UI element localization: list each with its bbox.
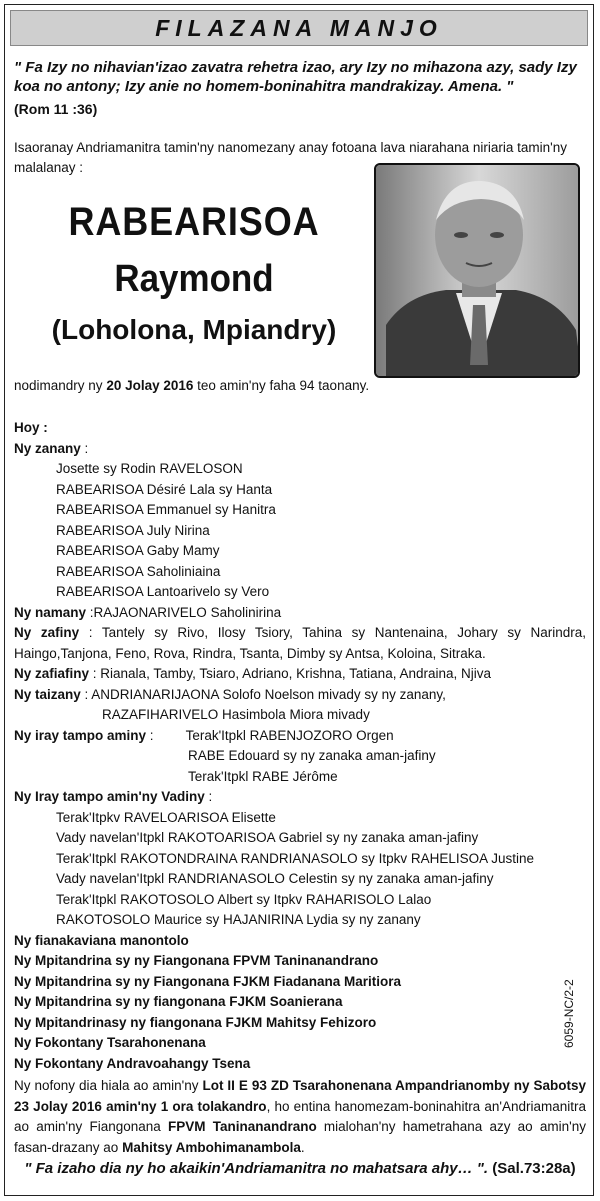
tampo-aminy-label: Ny iray tampo aminy — [14, 727, 147, 743]
zanany-item: RABEARISOA Désiré Lala sy Hanta — [56, 481, 273, 497]
deceased-title: (Loholona, Mpiandry) — [51, 314, 337, 345]
tampo-aminy-item: Terak'Itpkl RABENJOZORO Orgen — [185, 727, 394, 743]
others-item: Ny Mpitandrina sy ny fiangonana FJKM Soanierana — [14, 994, 343, 1009]
family-list: Hoy : Ny zanany : Josette sy Rodin RAVELOSON RABEARISOA Désiré Lala sy Hanta RABEARISOA Emmanuel sy Hanitra RABEARISOA July Nirina RABEARISOA Gaby Mamy RABEARISOA Saholiniaina RABEARISOA Lantoarivelo sy Vero Ny namany :RAJAONARIVELO Saholinirina Ny zafiny : Tantely sy Rivo, Ilosy Tsiory, Tahina sy Nantenaina, Johary sy Narindra, Haingo,Tanjona, Feno, Rova, Rindra, Tsanta, Dimby sy Antsa, Koloina, Sitraka. Ny zafiafiny : Rianala, Tamby, Tsiaro, Adriano, Krishna, Tatiana, Andraina, Njiva Ny taizany : ANDRIANARIJAONA Solofo Noelson mivady sy ny zanany, RAZAFIHARIVELO Hasimbola Miora mivady Ny iray tampo aminy : Terak'Itpkl RABENJOZORO Orgen RABE Edouard sy ny zanaka aman-jafiny Terak'Itpkl RABE Jérôme Ny Iray tampo amin'ny Vadiny : Terak'Itpkv RAVELOARISOA Elisette Vady navelan'Itpkl RAKOTOARISOA Gabriel sy ny zanaka aman-jafiny Terak'Itpkl RAKOTONDRAINA RANDRIANASOLO sy Itpkv RAHELISOA Justine Vady navelan'Itpkl RANDRIANASOLO Celestin sy ny zanaka aman-jafiny Terak'Itpkl RAKOTOSOLO Albert sy Itpkv RAHARISOLO Lalao RAKOTOSOLO Maurice sy HAJANIRINA Lydia sy ny zanany Ny fianakaviana manontolo Ny Mpitandrina sy ny Fiangonana FPVM Taninanandrano Ny Mpitandrina sy ny Fiangonana FJKM Fiadanana Maritiora Ny Mpitandrina sy ny fiangonana FJKM Soanierana Ny Mpitandrinasy ny fiangonana FJKM Mahitsy Fehizoro Ny Fokontany Tsarahonenana Ny Fokontany Andravoahangy Tsena — [14, 420, 586, 1071]
tampo-vadiny-item: Terak'Itpkl RAKOTONDRAINA RANDRIANASOLO sy Itpkv RAHELISOA Justine — [56, 850, 534, 866]
closing-ref: (Sal.73:28a) — [488, 1160, 576, 1177]
tampo-vadiny-label: Ny Iray tampo amin'ny Vadiny — [14, 789, 205, 804]
tampo-vadiny-item: Vady navelan'Itpkl RAKOTOARISOA Gabriel sy ny zanaka aman-jafiny — [56, 830, 479, 845]
zanany-item: RABEARISOA Gaby Mamy — [56, 543, 220, 558]
hoy-label: Hoy : — [14, 420, 48, 435]
tampo-aminy-item: RABE Edouard sy ny zanaka aman-jafiny — [188, 748, 436, 763]
closing-verse — [14, 1160, 586, 1177]
tampo-aminy-item: Terak'Itpkl RABE Jérôme — [188, 768, 338, 784]
others-item: Ny Mpitandrinasy ny fiangonana FJKM Mahitsy Fehizoro — [14, 1014, 377, 1030]
others-item: Ny Mpitandrina sy ny Fiangonana FJKM Fiadanana Maritiora — [14, 973, 402, 989]
death-date: 20 Jolay 2016 — [106, 378, 194, 393]
zafiafiny-label: Ny zafiafiny — [14, 666, 90, 681]
others-item: Ny Fokontany Tsarahonenana — [14, 1035, 206, 1050]
others-item: Ny Mpitandrina sy ny Fiangonana FPVM Taninanandrano — [14, 953, 379, 968]
burial-place: Mahitsy Ambohimanambola — [122, 1139, 301, 1155]
portrait-photo — [374, 163, 580, 378]
zafiafiny-value: : Rianala, Tamby, Tsiaro, Adriano, Krishna, Tatiana, Andraina, Njiva — [89, 666, 492, 681]
funeral-place-time: Lot II E 93 ZD Tsarahonenana Ampandrianomby ny Sabotsy 23 Jolay 2016 amin'ny 1 ora tolakandro — [14, 1078, 586, 1114]
funeral-church: FPVM Taninanandrano — [168, 1119, 317, 1134]
zanany-item: RABEARISOA Saholiniaina — [56, 563, 221, 579]
deceased-surname: RABEARISOA — [68, 200, 320, 244]
zanany-item: RABEARISOA Emmanuel sy Hanitra — [56, 502, 276, 517]
intro-text: Isaoranay Andriamanitra tamin'ny nanomezany anay fotoana lava niarahana niriaria tamin'ny malalanay : — [14, 140, 567, 175]
others-item: Ny Fokontany Andravoahangy Tsena — [14, 1055, 251, 1071]
tampo-vadiny-item: Terak'Itpkl RAKOTOSOLO Albert sy Itpkv RAHARISOLO Lalao — [56, 891, 432, 907]
zanany-label: Ny zanany — [14, 440, 81, 456]
ad-code: 6059-NC/2-2 — [562, 979, 576, 1048]
bible-verse: " Fa Izy no nihavian'izao zavatra rehetra izao, ary Izy no mihazona azy, sady Izy koa no antony; Izy anie no homem-boninahitra mandrakizay. Amena. " — [14, 59, 577, 95]
zafiny-label: Ny zafiny — [14, 625, 80, 640]
notice-header: FILAZANA MANJO — [10, 10, 588, 46]
taizany-label: Ny taizany — [14, 686, 81, 702]
taizany-value-2: RAZAFIHARIVELO Hasimbola Miora mivady — [102, 707, 370, 722]
deceased-given-name: Raymond — [114, 258, 274, 300]
death-statement: nodimandry ny 20 Jolay 2016 teo amin'ny faha 94 taonany. — [14, 378, 370, 393]
portrait-image — [376, 165, 580, 378]
namany-label: Ny namany — [14, 604, 87, 620]
funeral-details: Ny nofony dia hiala ao amin'ny Lot II E 93 ZD Tsarahonenana Ampandrianomby ny Sabotsy 23 Jolay 2016 amin'ny 1 ora tolakandro, ho entina hanomezam-boninahitra an'Andriamanitra ao amin'ny Fiangonana FPVM Taninanandrano mialohan'ny hametrahana azy ao amin'ny fasan-drazany ao Mahitsy Ambohimanambola. — [14, 1078, 586, 1155]
tampo-vadiny-item: RAKOTOSOLO Maurice sy HAJANIRINA Lydia sy ny zanany — [56, 912, 421, 927]
namany-value: :RAJAONARIVELO Saholinirina — [86, 604, 282, 620]
tampo-vadiny-item: Terak'Itpkv RAVELOARISOA Elisette — [56, 809, 276, 825]
others-item: Ny fianakaviana manontolo — [14, 932, 189, 948]
tampo-vadiny-item: Vady navelan'Itpkl RANDRIANASOLO Celestin sy ny zanaka aman-jafiny — [56, 871, 494, 886]
taizany-value: : ANDRIANARIJAONA Solofo Noelson mivady sy ny zanany, — [80, 686, 446, 702]
zanany-item: Josette sy Rodin RAVELOSON — [56, 461, 243, 476]
zanany-item: RABEARISOA July Nirina — [56, 522, 210, 538]
zafiny-value: : Tantely sy Rivo, Ilosy Tsiory, Tahina sy Nantenaina, Johary sy Narindra, Haingo,Tanjona, Feno, Rova, Rindra, Tsanta, Dimby sy Antsa, Koloina, Sitraka. — [14, 625, 586, 661]
bible-verse-reference: (Rom 11 :36) — [14, 101, 98, 117]
zanany-item: RABEARISOA Lantoarivelo sy Vero — [56, 584, 270, 599]
closing-quote: " Fa izaho dia ny ho akaikin'Andriamanitra no mahatsara ahy… ". — [24, 1160, 489, 1177]
